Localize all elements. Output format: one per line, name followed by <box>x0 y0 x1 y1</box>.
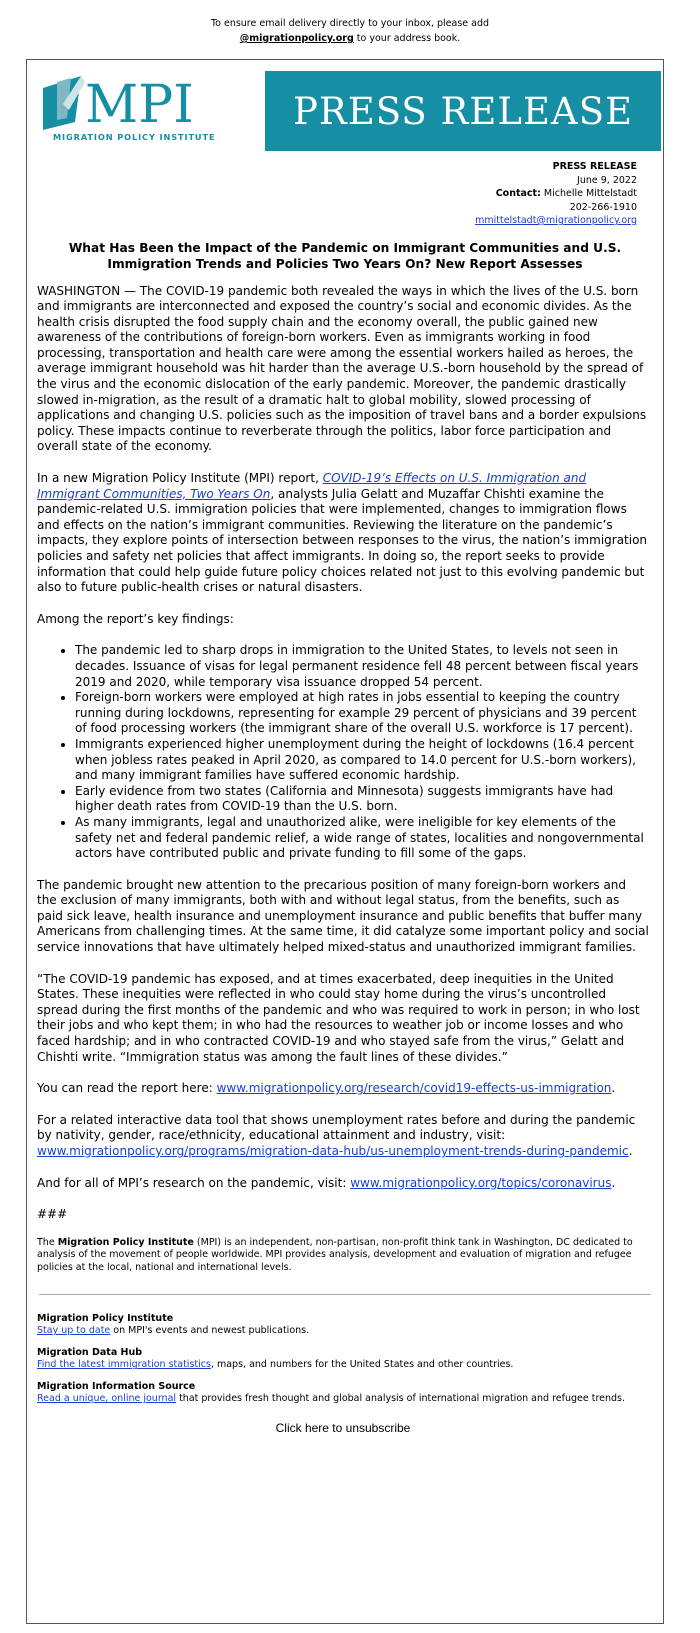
findings-list <box>37 643 649 861</box>
coronavirus-period: . <box>611 1175 616 1190</box>
list-item: • Early evidence from two states (California and Minnesota) suggests immigrants have had higher death rates from COVID-19 than the U.S. born. <box>75 784 649 815</box>
footer-text: on MPI's events and newest publications. <box>110 1325 310 1337</box>
paragraph-report-text: In a new Migration Policy Institute (MPI) report, <box>37 471 323 486</box>
header <box>27 60 663 152</box>
meta-phone: 202-266-1910 <box>569 201 637 213</box>
preheader <box>0 0 700 45</box>
preheader-suffix: to your address book. <box>353 33 461 44</box>
unsubscribe-link[interactable]: Click here to unsubscribe <box>275 1421 411 1436</box>
preheader-line1: To ensure email delivery directly to your inbox, please add <box>210 18 490 29</box>
footer-block-source <box>37 1381 649 1405</box>
meta-label: PRESS RELEASE <box>552 161 637 172</box>
preheader-line2 <box>0 31 700 46</box>
meta-email-link[interactable]: mmittelstadt@migrationpolicy.org <box>475 215 637 226</box>
release-meta <box>27 160 663 228</box>
data-tool-period: . <box>628 1144 633 1158</box>
about-mpi <box>37 1237 649 1275</box>
about-org: Migration Policy Institute <box>57 1236 194 1248</box>
about-text: (MPI) is an independent, non-partisan, non-profit think tank in Washington, DC dedicated to analysis of the movement of people worldwide. MPI provides analysis, development and evaluation of migration and refugee policies at the local, national and international levels. <box>37 1236 633 1273</box>
paragraph-intro: WASHINGTON — The COVID-19 pandemic both revealed the ways in which the lives of the U.S. born and immigrants are interconnected and exposed the country’s social and economic divides. As the health crisis disrupted the food supply chain and the economy overall, the public gained new awareness of the contributions of foreign-born workers. Even as immigrants working in food processing, transportation and health care were among the essential workers hailed as heroes, the average immigrant household was hit harder than the average U.S.-born household by the spread of the virus and the economic dislocation of the early pandemic. Moreover, the pandemic drastically slowed in-migration, as the result of a dramatic halt to global mobility, slowed processing of applications and changing U.S. policies such as the imposition of travel bans and a border expulsions policy. These impacts continue to reverberate through the politics, labor force participation and overall state of the economy. <box>37 283 647 454</box>
list-item: • The pandemic led to sharp drops in immigration to the United States, to levels not seen in decades. Issuance of visas for legal permanent residence fell 48 percent between fiscal years 2019 and 2020, while temporary visa issuance dropped 54 percent. <box>75 643 649 690</box>
paragraph-report <box>37 471 649 596</box>
footer-text: that provides fresh thought and global analysis of international migration and refugee trends. <box>176 1393 626 1405</box>
footer-links <box>27 1313 663 1437</box>
meta-date: June 9, 2022 <box>577 174 637 186</box>
headline: What Has Been the Impact of the Pandemic on Immigrant Communities and U.S. Immigration Trends and Policies Two Years On? New Report Assesses <box>68 240 622 271</box>
divider <box>39 1294 651 1295</box>
preheader-email-link[interactable]: @migrationpolicy.org <box>239 33 354 44</box>
meta-contact-label: Contact: <box>495 188 541 199</box>
list-item: • Foreign-born workers were employed at high rates in jobs essential to keeping the country running during lockdowns, representing for example 29 percent of physicians and 39 percent of food processing workers (the immigrant share of the overall U.S. workforce is 17 percent). <box>75 690 649 737</box>
latest-statistics-link[interactable]: Find the latest immigration statistics <box>37 1359 211 1371</box>
findings-intro: Among the report’s key findings: <box>37 611 234 626</box>
paragraph-coronavirus <box>37 1176 649 1192</box>
data-tool-link[interactable]: www.migrationpolicy.org/programs/migration-data-hub/us-unemployment-trends-during-pandemic <box>37 1144 629 1158</box>
read-report-text: You can read the report here: <box>37 1081 217 1096</box>
footer-title: Migration Data Hub <box>37 1347 143 1359</box>
footer-block-data-hub <box>37 1347 649 1371</box>
stay-up-to-date-link[interactable]: Stay up to date <box>37 1325 111 1337</box>
release-body <box>27 284 663 1275</box>
paragraph-attention: The pandemic brought new attention to the precarious position of many foreign-born workers and the exclusion of many immigrants, both with and without legal status, from the benefits, such as paid sick leave, health insurance and unemployment insurance and public benefits that buffer many Americans from challenging times. At the same time, it did catalyze some important policy and social service innovations that have ultimately helped mixed-status and unauthorized immigrant families. <box>37 877 649 955</box>
meta-contact <box>27 187 637 201</box>
paragraph-report-text-2: , analysts Julia Gelatt and Muzaffar Chishti examine the pandemic-related U.S. immigration policies that were implemented, changes to immigration flows and effects on the nation’s immigrant communities. Reviewing the literature on the pandemic’s impacts, they explore points of intersection between responses to the virus, the nation’s immigration policies and safety net policies that affect immigrants. In doing so, the report seeks to provide information that could help guide future policy choices related not just to this evolving pandemic but also to future public-health crises or natural disasters. <box>37 486 648 595</box>
footer-block-mpi <box>37 1313 649 1337</box>
email-frame <box>26 59 664 1624</box>
logo-text: MPI <box>85 75 194 135</box>
read-report-period: . <box>611 1081 616 1096</box>
logo-subtext: MIGRATION POLICY INSTITUTE <box>53 132 216 142</box>
end-marker: ### <box>37 1207 68 1222</box>
footer-title: Migration Policy Institute <box>37 1313 174 1325</box>
coronavirus-text: And for all of MPI’s research on the pandemic, visit: <box>37 1175 351 1190</box>
mpi-logo[interactable] <box>41 74 251 144</box>
mpi-logo-icon <box>41 74 251 144</box>
coronavirus-link[interactable]: www.migrationpolicy.org/topics/coronavirus <box>350 1175 612 1190</box>
press-release-banner: PRESS RELEASE <box>265 71 661 151</box>
report-title-link[interactable]: COVID-19’s Effects on U.S. Immigration and Immigrant Communities, Two Years On <box>37 471 587 501</box>
paragraph-data-tool <box>37 1113 649 1160</box>
data-tool-text: For a related interactive data tool that shows unemployment rates before and during the pandemic by nativity, gender, race/ethnicity, educational attainment and industry, visit: <box>37 1112 636 1143</box>
list-item: • Immigrants experienced higher unemployment during the height of lockdowns (16.4 percent when jobless rates peaked in April 2020, as compared to 14.0 percent for U.S.-born workers), and many immigrant families have suffered economic hardship. <box>75 737 649 784</box>
footer-title: Migration Information Source <box>37 1381 196 1393</box>
meta-contact-name: Michelle Mittelstadt <box>540 188 637 199</box>
paragraph-read-report <box>37 1081 649 1097</box>
about-prefix: The <box>37 1236 58 1248</box>
footer-text: , maps, and numbers for the United States and other countries. <box>210 1359 514 1371</box>
report-url-link[interactable]: www.migrationpolicy.org/research/covid19-effects-us-immigration <box>216 1081 612 1096</box>
list-item: • As many immigrants, legal and unauthorized alike, were ineligible for key elements of the safety net and federal pandemic relief, a wide range of states, localities and nongovernmental actors have contributed public and private funding to fill some of the gaps. <box>75 815 649 862</box>
online-journal-link[interactable]: Read a unique, online journal <box>37 1393 177 1405</box>
paragraph-quote: “The COVID-19 pandemic has exposed, and at times exacerbated, deep inequities in the United States. These inequities were reflected in who could stay home during the virus’s uncontrolled spread during the first months of the pandemic and who was required to work in person; in who lost their jobs and who kept them; in who had the resources to weather job or income losses and who faced hardship; and in who contracted COVID-19 and who stayed safe from the virus,” Gelatt and Chishti write. “Immigration status was among the fault lines of these divides.” <box>37 971 640 1064</box>
